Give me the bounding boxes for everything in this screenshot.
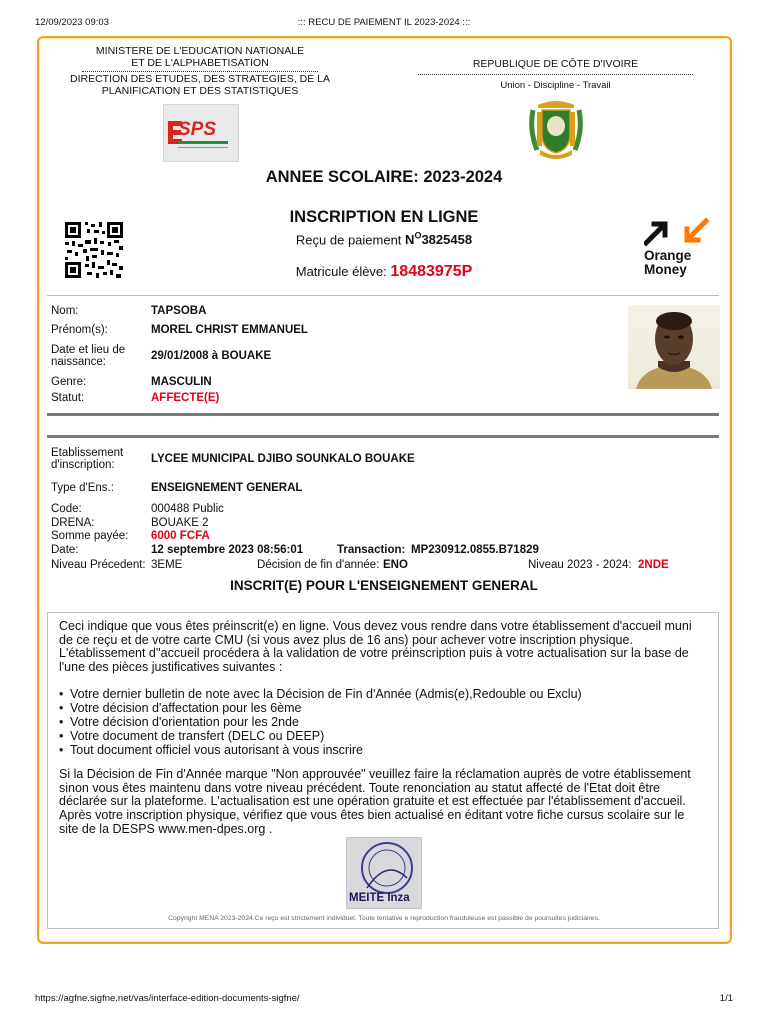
genre-label: Genre:	[51, 376, 87, 388]
info-p1-line3: L'établissement d''accueil procédera à la validation de votre préinscription puis à votre actualisation sur la base de	[59, 646, 689, 661]
list-item: • Votre décision d'orientation pour les 2nde	[59, 716, 582, 730]
transaction-value: MP230912.0855.B71829	[411, 544, 539, 556]
school-year-title: ANNEE SCOLAIRE: 2023-2024	[265, 168, 503, 186]
student-photo-image	[628, 305, 720, 389]
direction-line1: DIRECTION DES ETUDES, DES STRATEGIES, DE LA	[69, 73, 331, 85]
code-label: Code:	[51, 503, 82, 515]
info-p1-line1: Ceci indique que vous êtes préinscrit(e) en ligne. Vous devez vous rendre dans votre établissement d'accueil muni	[59, 619, 692, 633]
qr-code-icon	[65, 222, 123, 278]
niveau-prec-label: Niveau Précedent:	[51, 559, 146, 571]
orange-money-text: Orange Money	[644, 248, 692, 277]
info-p2-line5: site de la DESPS www.men-dpes.org .	[59, 821, 273, 836]
genre-value: MASCULIN	[151, 376, 212, 388]
print-datetime: 12/09/2023 09:03	[35, 17, 109, 28]
etab-label: Etablissement d'inscription:	[51, 447, 124, 471]
inscription-title: INSCRIPTION EN LIGNE	[289, 208, 479, 226]
type-label: Type d'Ens.:	[51, 482, 114, 494]
republic-motto: Union - Discipline - Travail	[500, 80, 611, 91]
niveau-value: 2NDE	[638, 559, 669, 571]
transaction-label: Transaction:	[337, 544, 406, 556]
info-p1-line2: de ce reçu et de votre carte CMU (si vous avez plus de 16 ans) pour achever votre inscription physique.	[59, 632, 633, 647]
esps-logo-bar	[178, 141, 228, 144]
ministry-block	[62, 46, 338, 97]
date-label: Date:	[51, 544, 79, 556]
orange-money-logo	[644, 217, 714, 279]
coat-of-arms-icon	[528, 100, 584, 160]
info-paragraph-2	[59, 768, 704, 837]
matricule-label: Matricule élève:	[295, 264, 387, 279]
info-paragraph-1	[59, 620, 704, 675]
drena-value: BOUAKE 2	[151, 517, 209, 529]
esps-logo-text: SPS	[178, 119, 217, 140]
esps-logo-caption	[178, 147, 228, 153]
official-stamp	[346, 837, 422, 909]
direction-line2: PLANIFICATION ET DES STATISTIQUES	[101, 84, 299, 97]
print-title: ::: RECU DE PAIEMENT IL 2023-2024 :::	[297, 17, 471, 28]
niveau-prec-value: 3EME	[151, 559, 183, 571]
somme-value: 6000 FCFA	[151, 530, 210, 542]
naissance-label: Date et lieu de naissance:	[51, 344, 126, 368]
ministry-separator	[82, 71, 318, 72]
ministry-line2: ET DE L'ALPHABETISATION	[131, 56, 269, 69]
confirmation-title: INSCRIT(E) POUR L'ENSEIGNEMENT GENERAL	[230, 578, 538, 593]
decision-value: ENO	[383, 559, 408, 571]
decision-label: Décision de fin d'année:	[257, 559, 380, 571]
list-item: • Votre dernier bulletin de note avec la Décision de Fin d'Année (Admis(e),Redouble ou Exclu)	[59, 688, 582, 702]
separator-top	[47, 295, 719, 296]
receipt-number: 3825458	[421, 232, 473, 248]
receipt-no-sup: O	[414, 231, 422, 241]
print-page-count: 1/1	[719, 993, 733, 1004]
ministry-line1: MINISTERE DE L'EDUCATION NATIONALE	[95, 45, 305, 57]
nom-value: TAPSOBA	[151, 305, 207, 317]
orange-money-arrows-icon	[644, 217, 710, 247]
statut-value: AFFECTE(E)	[151, 392, 220, 404]
nom-label: Nom:	[51, 305, 79, 317]
copyright-notice: Copyright MENA 2023-2024.Ce reçu est strictement individuel. Toute tentative e reproduction frauduleuse est passible de poursuites judiciaires.	[168, 915, 600, 922]
info-p2-line3: déclarée sur la plateforme. L'actualisation est une opération gratuite et est effectuée par l'établissement d'accueil.	[59, 794, 686, 809]
somme-label: Somme payée:	[51, 530, 129, 542]
info-p2-line1: Si la Décision de Fin d'Année marque "Non approuvée" veuillez faire la réclamation auprès de votre établissement	[59, 767, 691, 781]
info-p1-line4: l'une des pièces justificatives suivantes :	[59, 660, 283, 675]
separator-mid-1	[47, 413, 719, 416]
print-header	[35, 17, 733, 31]
drena-label: DRENA:	[51, 517, 95, 529]
info-p2-line2: sinon vous êtes maintenu dans votre niveau précédent. Toute renonciation au statut affecté de l'Etat doit être	[59, 780, 660, 795]
naissance-value: 29/01/2008 à BOUAKE	[151, 350, 272, 362]
prenom-label: Prénom(s):	[51, 324, 108, 336]
prenom-value: MOREL CHRIST EMMANUEL	[151, 324, 308, 336]
separator-mid-2	[47, 435, 719, 438]
matricule-value: 18483975P	[390, 263, 473, 280]
stamp-name: MEITE Inza	[349, 892, 410, 904]
info-p2-line4: Après votre inscription physique, vérifiez que vous êtes bien actualisé en éditant votre fiche cursus scolaire sur le	[59, 808, 685, 823]
list-item: • Votre document de transfert (DELC ou DEEP)	[59, 730, 582, 744]
student-photo	[628, 305, 720, 389]
print-url: https://agfne.sigfne.net/vas/interface-edition-documents-sigfne/	[35, 993, 300, 1004]
esps-logo	[163, 104, 239, 162]
etab-value: LYCEE MUNICIPAL DJIBO SOUNKALO BOUAKE	[151, 453, 415, 465]
receipt-no-label: N	[405, 232, 415, 248]
republic-block	[418, 58, 693, 91]
republic-name: REPUBLIQUE DE CÔTE D'IVOIRE	[472, 58, 639, 70]
niveau-label: Niveau 2023 - 2024:	[528, 559, 632, 571]
code-value: 000488 Public	[151, 503, 224, 515]
list-item: • Tout document officiel vous autorisant à vous inscrire	[59, 744, 582, 758]
type-value: ENSEIGNEMENT GENERAL	[151, 482, 303, 494]
receipt-label: Reçu de paiement	[295, 232, 402, 248]
required-documents-list	[59, 688, 582, 758]
republic-separator	[418, 74, 693, 75]
statut-label: Statut:	[51, 392, 85, 404]
list-item: • Votre décision d'affectation pour les 6ème	[59, 702, 582, 716]
date-value: 12 septembre 2023 08:56:01	[151, 544, 304, 556]
